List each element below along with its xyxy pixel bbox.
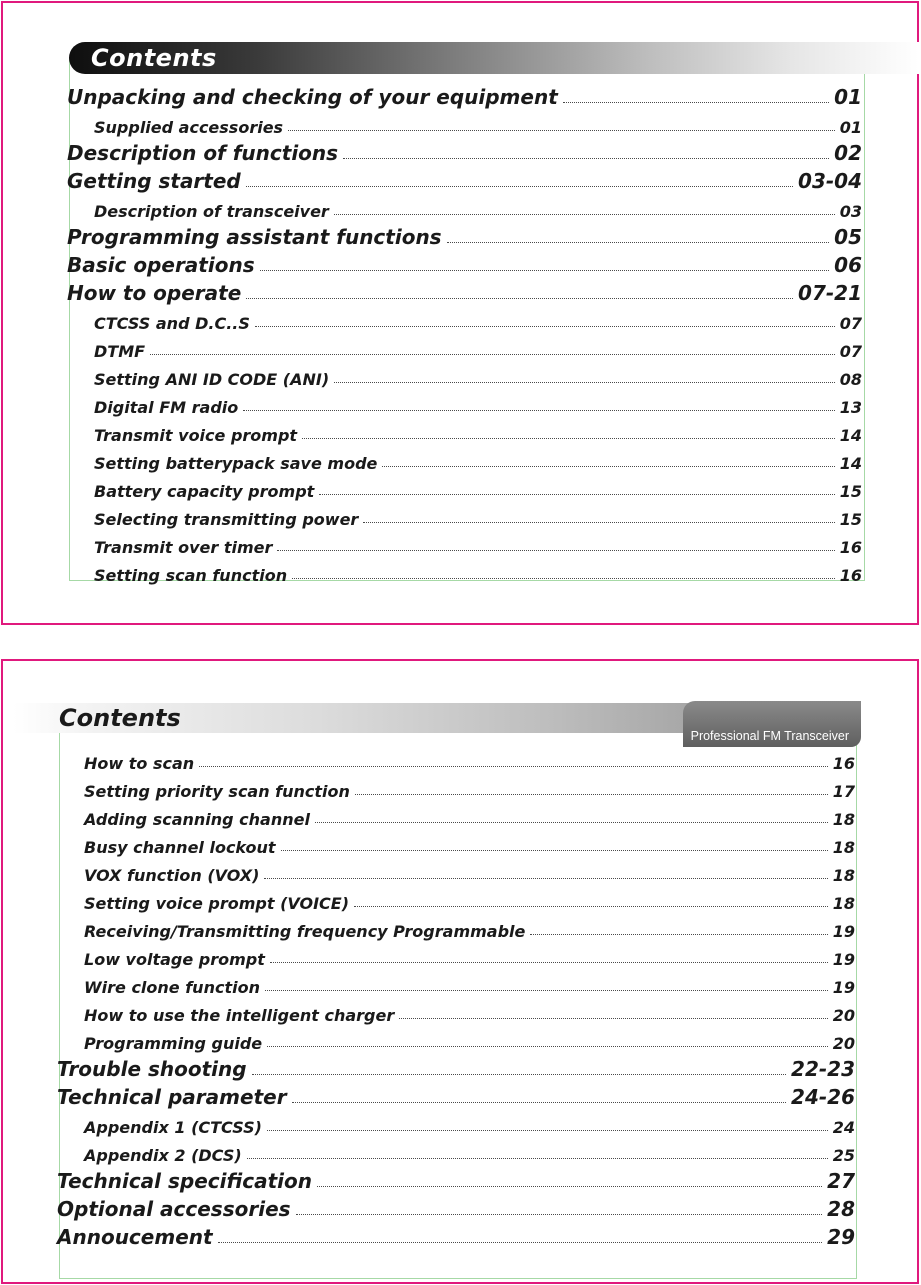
- dot-leader: [246, 186, 793, 187]
- toc-entry-page-number: 18: [832, 810, 855, 829]
- toc-entry: [94, 535, 862, 557]
- toc-entry-label: Supplied accessories: [94, 118, 284, 137]
- toc-entry-label: Transmit over timer: [94, 538, 273, 557]
- toc-entry-label: How to scan: [84, 754, 195, 773]
- toc-entry-label: Wire clone function: [84, 978, 260, 997]
- toc-entry-page-number: 22-23: [791, 1057, 855, 1081]
- dot-leader: [355, 794, 828, 795]
- dot-leader: [292, 1102, 786, 1103]
- dot-leader: [255, 326, 835, 327]
- toc-entry-page-number: 07-21: [798, 281, 862, 305]
- toc-entry: [84, 1003, 855, 1025]
- toc-entry: [57, 1055, 855, 1081]
- toc-entry-page-number: 29: [827, 1225, 855, 1249]
- toc-entry-page-number: 01: [839, 118, 862, 137]
- toc-entry-page-number: 24: [832, 1118, 855, 1137]
- toc-entry-page-number: 02: [834, 141, 862, 165]
- toc-entry-page-number: 20: [832, 1006, 855, 1025]
- toc-entry-label: DTMF: [94, 342, 146, 361]
- dot-leader: [252, 1074, 786, 1075]
- toc-entry-page-number: 19: [832, 922, 855, 941]
- toc-entry-page-number: 18: [832, 894, 855, 913]
- toc-entry: [84, 863, 855, 885]
- dot-leader: [319, 494, 834, 495]
- toc-entry: [94, 563, 862, 585]
- toc-entry-label: Description of functions: [67, 141, 339, 165]
- toc-entry-page-number: 16: [839, 566, 862, 585]
- toc-entry-page-number: 13: [839, 398, 862, 417]
- dot-leader: [382, 466, 834, 467]
- toc-entry: [84, 779, 855, 801]
- contents-page-2: [1, 659, 919, 1284]
- toc-entry: [67, 83, 862, 109]
- toc-entry-page-number: 17: [832, 782, 855, 801]
- dot-leader: [296, 1214, 823, 1215]
- toc-entry-label: Transmit voice prompt: [94, 426, 298, 445]
- toc-entry-page-number: 14: [839, 454, 862, 473]
- toc-entry-page-number: 20: [832, 1034, 855, 1053]
- toc-entry: [84, 1115, 855, 1137]
- dot-leader: [218, 1242, 823, 1243]
- toc-entry: [57, 1167, 855, 1193]
- toc-entry: [67, 167, 862, 193]
- toc-entry-label: Busy channel lockout: [84, 838, 276, 857]
- toc-entry-label: Annoucement: [57, 1225, 213, 1249]
- toc-entry-page-number: 24-26: [791, 1085, 855, 1109]
- toc-entry: [94, 115, 862, 137]
- toc-entry-page-number: 19: [832, 978, 855, 997]
- toc-entry-label: Setting priority scan function: [84, 782, 350, 801]
- toc-entry-label: Getting started: [67, 169, 241, 193]
- toc-entry-label: Programming assistant functions: [67, 225, 442, 249]
- toc-entry-page-number: 06: [834, 253, 862, 277]
- dot-leader: [334, 382, 835, 383]
- toc-entry-page-number: 03-04: [798, 169, 862, 193]
- toc-entry-page-number: 05: [834, 225, 862, 249]
- toc-entry-page-number: 16: [839, 538, 862, 557]
- toc-entry: [94, 507, 862, 529]
- toc-entry: [67, 139, 862, 165]
- dot-leader: [246, 298, 793, 299]
- toc-entry: [67, 279, 862, 305]
- dot-leader: [199, 766, 828, 767]
- dot-leader: [292, 578, 835, 579]
- toc-entry-label: How to use the intelligent charger: [84, 1006, 395, 1025]
- toc-entry-label: Digital FM radio: [94, 398, 239, 417]
- toc-entry: [94, 339, 862, 361]
- toc-entry-label: Low voltage prompt: [84, 950, 265, 969]
- toc-entry: [67, 223, 862, 249]
- toc-entry-page-number: 27: [827, 1169, 855, 1193]
- dot-leader: [243, 410, 834, 411]
- toc-entry-page-number: 16: [832, 754, 855, 773]
- toc-entry-label: VOX function (VOX): [84, 866, 260, 885]
- dot-leader: [260, 270, 830, 271]
- toc-entry-page-number: 25: [832, 1146, 855, 1165]
- page-title: Contents: [91, 44, 217, 72]
- toc-entry: [67, 251, 862, 277]
- dot-leader: [270, 962, 828, 963]
- dot-leader: [265, 990, 828, 991]
- dot-leader: [277, 550, 834, 551]
- dot-leader: [264, 878, 827, 879]
- toc-entry: [84, 919, 855, 941]
- toc-entry-label: CTCSS and D.C..S: [94, 314, 250, 333]
- toc-entry: [94, 423, 862, 445]
- dot-leader: [288, 130, 835, 131]
- dot-leader: [317, 1186, 822, 1187]
- toc-entry-label: Technical specification: [57, 1169, 312, 1193]
- toc-entry-label: Setting scan function: [94, 566, 288, 585]
- dot-leader: [247, 1158, 828, 1159]
- toc-entry-page-number: 28: [827, 1197, 855, 1221]
- toc-entry: [84, 807, 855, 829]
- toc-entry-page-number: 03: [839, 202, 862, 221]
- dot-leader: [315, 822, 828, 823]
- toc-entry-page-number: 18: [832, 866, 855, 885]
- toc-entry-page-number: 01: [834, 85, 862, 109]
- toc-entry: [57, 1223, 855, 1249]
- toc-entry-page-number: 07: [839, 314, 862, 333]
- toc-entry-label: Appendix 2 (DCS): [84, 1146, 242, 1165]
- toc-entry: [84, 835, 855, 857]
- dot-leader: [334, 214, 835, 215]
- toc-entry-label: Technical parameter: [57, 1085, 287, 1109]
- toc-entry-label: How to operate: [67, 281, 242, 305]
- toc-entry: [94, 395, 862, 417]
- toc-entry-page-number: 14: [839, 426, 862, 445]
- toc-entry: [94, 479, 862, 501]
- dot-leader: [281, 850, 828, 851]
- dot-leader: [399, 1018, 827, 1019]
- dot-leader: [343, 158, 829, 159]
- toc-entry: [94, 367, 862, 389]
- toc-entry: [84, 891, 855, 913]
- toc-entry: [94, 311, 862, 333]
- toc-entry-page-number: 07: [839, 342, 862, 361]
- dot-leader: [150, 354, 835, 355]
- toc-entry: [57, 1083, 855, 1109]
- dot-leader: [530, 934, 827, 935]
- toc-entry-label: Setting batterypack save mode: [94, 454, 378, 473]
- toc-entry-page-number: 08: [839, 370, 862, 389]
- contents-page-1: [1, 1, 919, 625]
- dot-leader: [563, 102, 829, 103]
- dot-leader: [302, 438, 835, 439]
- toc-entry-label: Appendix 1 (CTCSS): [84, 1118, 262, 1137]
- toc-entry: [84, 947, 855, 969]
- toc-entry: [84, 1031, 855, 1053]
- toc-entry-page-number: 15: [839, 482, 862, 501]
- toc-entry: [94, 199, 862, 221]
- toc-entry-label: Selecting transmitting power: [94, 510, 359, 529]
- page-title: Contents: [59, 704, 181, 732]
- dot-leader: [363, 522, 834, 523]
- toc-entry: [57, 1195, 855, 1221]
- toc-entry-label: Receiving/Transmitting frequency Programmable: [84, 922, 526, 941]
- toc-entry-label: Setting voice prompt (VOICE): [84, 894, 350, 913]
- toc-entry: [84, 975, 855, 997]
- dot-leader: [447, 242, 830, 243]
- toc-entry-label: Battery capacity prompt: [94, 482, 315, 501]
- toc-entry-page-number: 19: [832, 950, 855, 969]
- toc-entry-label: Unpacking and checking of your equipment: [67, 85, 558, 109]
- toc-entry-label: Setting ANI ID CODE (ANI): [94, 370, 330, 389]
- toc-entry: [84, 1143, 855, 1165]
- toc-entry-label: Programming guide: [84, 1034, 263, 1053]
- toc-entry-label: Basic operations: [67, 253, 255, 277]
- toc-entry-label: Description of transceiver: [94, 202, 329, 221]
- toc-entry: [94, 451, 862, 473]
- toc-entry-label: Adding scanning channel: [84, 810, 310, 829]
- dot-leader: [354, 906, 828, 907]
- dot-leader: [267, 1046, 828, 1047]
- toc-entry: [84, 751, 855, 773]
- header-tab-label: Professional FM Transceiver: [690, 729, 849, 743]
- toc-entry-page-number: 15: [839, 510, 862, 529]
- toc-entry-label: Trouble shooting: [57, 1057, 247, 1081]
- dot-leader: [267, 1130, 828, 1131]
- toc-entry-page-number: 18: [832, 838, 855, 857]
- header-tab: [683, 701, 861, 747]
- toc-entry-label: Optional accessories: [57, 1197, 291, 1221]
